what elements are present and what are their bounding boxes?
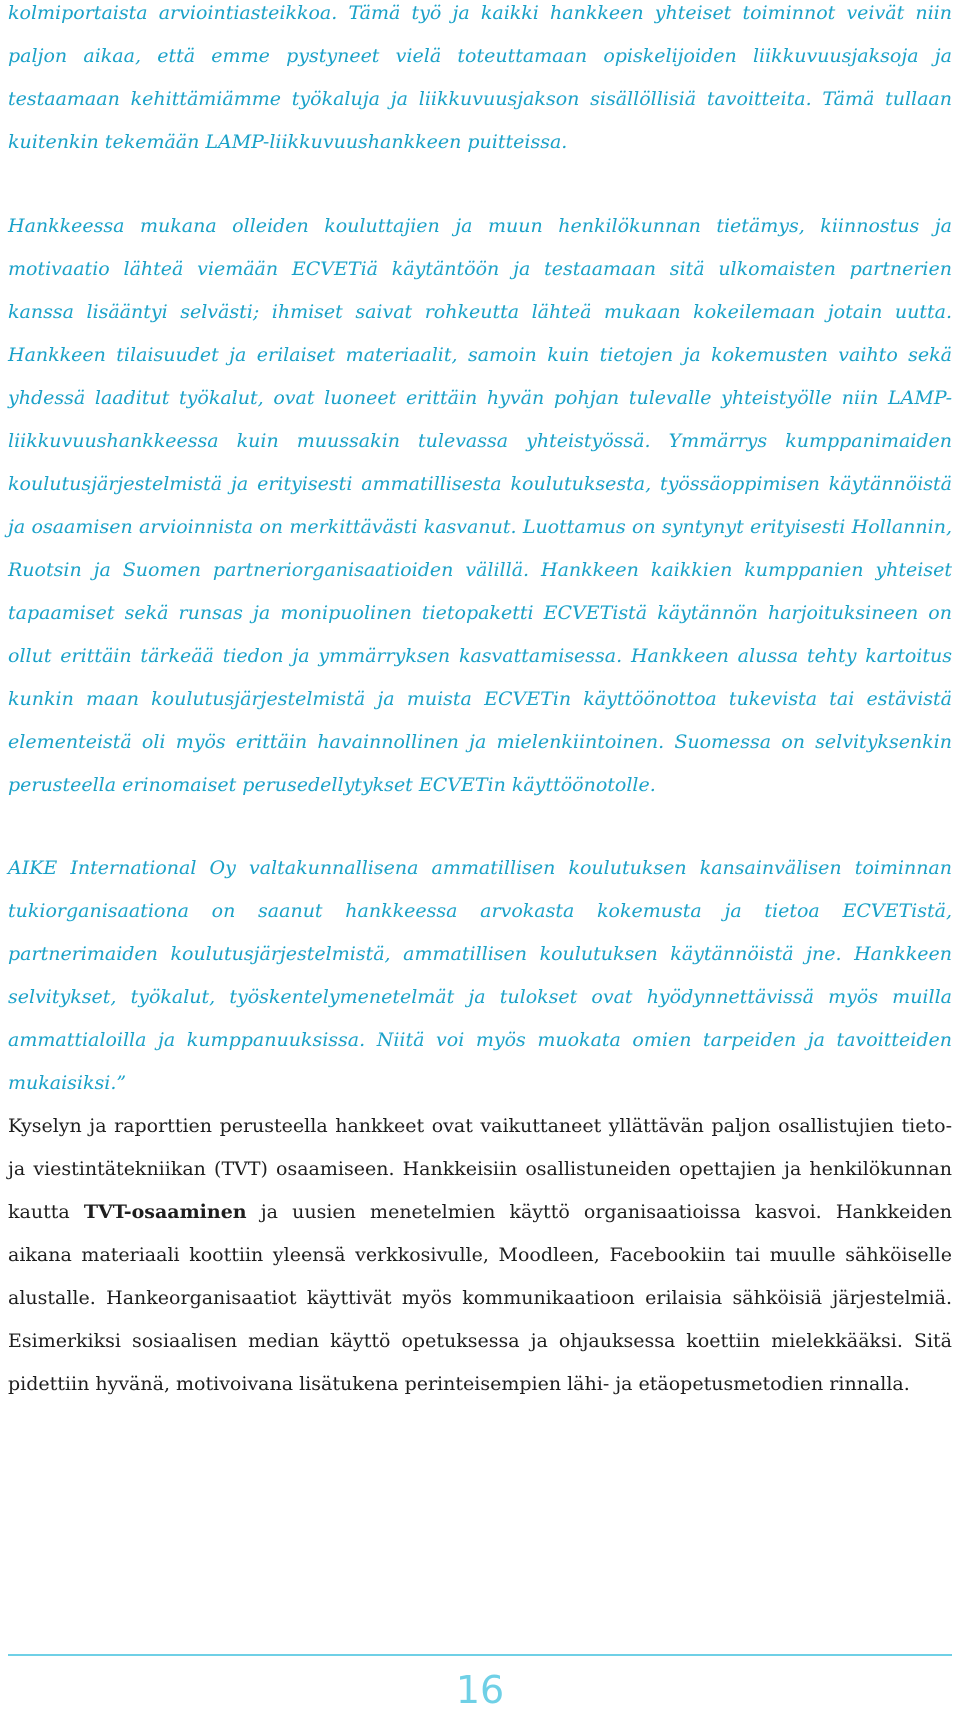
body-text-end: ja uusien menetelmien käyttö organisaatioissa kasvoi. Hankkeiden aikana materiaali koottiin yleensä verkkosivulle, Moodleen, Facebookiin tai muulle sähköiselle alustalle. Hankeorganisaatiot käyttivät myös kommunikaatioon erilaisia sähköisiä järjestelmiä. Esimerkiksi sosiaalisen median käyttö opetuksessa ja ohjauksessa koettiin mielekkääksi. Sitä pidettiin hyvänä, motivoivana lisätukena perinteisempien lähi- ja etäopetusmetodien rinnalla. (8, 1201, 952, 1395)
page-number: 16 (455, 1668, 505, 1712)
bold-term-tvt-osaaminen: TVT-osaaminen (83, 1201, 247, 1223)
body-paragraph (8, 1105, 952, 1406)
quote-paragraph-1: kolmiportaista arviointiasteikkoa. Tämä työ ja kaikki hankkeen yhteiset toiminnot veivät niin paljon aikaa, että emme pystyneet vielä toteuttamaan opiskelijoiden liikkuvuusjaksoja ja testaamaan kehittämiämme työkaluja ja liikkuvuusjakson sisällöllisiä tavoitteita. Tämä tullaan kuitenkin tekemään LAMP-liikkuvuushankkeen puitteissa. (8, 2, 952, 153)
quote-paragraph-3: AIKE International Oy valtakunnallisena ammatillisen koulutuksen kansainvälisen toiminnan tukiorganisaationa on saanut hankkeessa arvokasta kokemusta ja tietoa ECVETistä, partnerimaiden koulutusjärjestelmistä, ammatillisen koulutuksen käytännöistä jne. Hankkeen selvitykset, työkalut, työskentelymenetelmät ja tulokset ovat hyödynnettävissä myös muilla ammattialoilla ja kumppanuuksissa. Niitä voi myös muokata omien tarpeiden ja tavoitteiden mukaisiksi.” (8, 857, 952, 1094)
quote-paragraph-2: Hankkeessa mukana olleiden kouluttajien ja muun henkilökunnan tietämys, kiinnostus ja motivaatio lähteä viemään ECVETiä käytäntöön ja testaamaan sitä ulkomaisten partnerien kanssa lisääntyi selvästi; ihmiset saivat rohkeutta lähteä mukaan kokeilemaan jotain uutta. Hankkeen tilaisuudet ja erilaiset materiaalit, samoin kuin tietojen ja kokemusten vaihto sekä yhdessä laaditut työkalut, ovat luoneet erittäin hyvän pohjan tulevalle yhteistyölle niin LAMP-liikkuvuushankkeessa kuin muussakin tulevassa yhteistyössä. Ymmärrys kumppanimaiden koulutusjärjestelmistä ja erityisesti ammatillisesta koulutuksesta, työssäoppimisen käytännöistä ja osaamisen arvioinnista on merkittävästi kasvanut. Luottamus on syntynyt erityisesti Hollannin, Ruotsin ja Suomen partneriorganisaatioiden välillä. Hankkeen kaikkien kumppanien yhteiset tapaamiset sekä runsas ja monipuolinen tietopaketti ECVETistä käytännön harjoituksineen on ollut erittäin tärkeää tiedon ja ymmärryksen kasvattamisessa. Hankkeen alussa tehty kartoitus kunkin maan koulutusjärjestelmistä ja muista ECVETin käyttöönottoa tukevista tai estävistä elementeistä oli myös erittäin havainnollinen ja mielenkiintoinen. Suomessa on selvityksenkin perusteella erinomaiset perusedellytykset ECVETin käyttöönotolle. (8, 215, 952, 796)
footer-divider (8, 1654, 952, 1656)
body-text-start: Kyselyn ja raporttien perusteella hankkeet ovat vaikuttaneet yllättävän paljon osallistujien tieto- ja viestintätekniikan (TVT) osaamiseen. Hankkeisiin osallistuneiden opettajien ja henkilökunnan kautta (8, 1115, 952, 1223)
